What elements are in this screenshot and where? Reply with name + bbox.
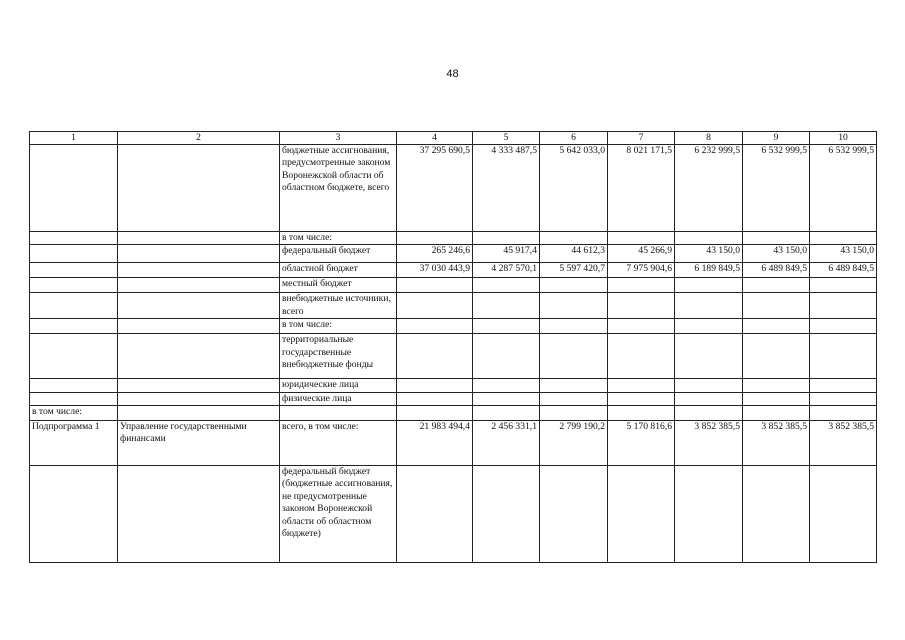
value-cell: 6 489 849,5 xyxy=(743,263,810,278)
value-cell xyxy=(608,278,675,293)
value-cell: 37 030 443,9 xyxy=(397,263,473,278)
table-row xyxy=(30,145,877,232)
value-cell xyxy=(675,334,743,379)
source-cell: всего, в том числе: xyxy=(280,421,397,466)
value-cell xyxy=(608,406,675,421)
table-row xyxy=(30,319,877,334)
value-cell xyxy=(473,293,540,319)
program-cell xyxy=(30,245,118,263)
value-cell xyxy=(473,392,540,405)
source-cell xyxy=(280,406,397,421)
source-cell: внебюджетные источники, всего xyxy=(280,293,397,319)
program-cell xyxy=(30,334,118,379)
value-cell xyxy=(810,278,877,293)
value-cell: 2 456 331,1 xyxy=(473,421,540,466)
name-cell xyxy=(118,392,280,405)
value-cell xyxy=(810,392,877,405)
program-cell: в том числе: xyxy=(30,406,118,421)
value-cell xyxy=(540,334,608,379)
name-cell xyxy=(118,406,280,421)
column-header: 1 xyxy=(30,132,118,145)
value-cell: 6 232 999,5 xyxy=(675,145,743,232)
value-cell: 45 917,4 xyxy=(473,245,540,263)
value-cell xyxy=(540,392,608,405)
page-number: 48 xyxy=(446,68,459,80)
table-row xyxy=(30,379,877,392)
value-cell: 2 799 190,2 xyxy=(540,421,608,466)
value-cell xyxy=(810,232,877,245)
name-cell xyxy=(118,379,280,392)
source-cell: физические лица xyxy=(280,392,397,405)
column-header: 9 xyxy=(743,132,810,145)
source-cell: бюджетные ассигнования, предусмотренные законом Воронежской области об областном бюджете, всего xyxy=(280,145,397,232)
source-cell: в том числе: xyxy=(280,232,397,245)
value-cell xyxy=(743,293,810,319)
program-cell xyxy=(30,293,118,319)
value-cell: 265 246,6 xyxy=(397,245,473,263)
value-cell: 5 642 033,0 xyxy=(540,145,608,232)
name-cell xyxy=(118,293,280,319)
program-cell xyxy=(30,232,118,245)
value-cell xyxy=(743,319,810,334)
value-cell: 6 532 999,5 xyxy=(743,145,810,232)
table-header-row xyxy=(30,132,877,145)
value-cell xyxy=(540,379,608,392)
value-cell: 43 150,0 xyxy=(810,245,877,263)
value-cell xyxy=(397,406,473,421)
value-cell xyxy=(810,379,877,392)
program-cell xyxy=(30,278,118,293)
value-cell xyxy=(540,293,608,319)
value-cell xyxy=(397,319,473,334)
value-cell xyxy=(675,319,743,334)
value-cell xyxy=(473,278,540,293)
value-cell: 7 975 904,6 xyxy=(608,263,675,278)
value-cell xyxy=(743,334,810,379)
column-header: 2 xyxy=(118,132,280,145)
value-cell: 43 150,0 xyxy=(675,245,743,263)
program-cell xyxy=(30,379,118,392)
name-cell xyxy=(118,466,280,563)
column-header: 6 xyxy=(540,132,608,145)
name-cell xyxy=(118,319,280,334)
value-cell xyxy=(608,319,675,334)
value-cell xyxy=(608,466,675,563)
value-cell: 6 532 999,5 xyxy=(810,145,877,232)
value-cell xyxy=(608,334,675,379)
value-cell xyxy=(473,406,540,421)
value-cell: 4 287 570,1 xyxy=(473,263,540,278)
value-cell xyxy=(397,278,473,293)
value-cell: 21 983 494,4 xyxy=(397,421,473,466)
name-cell: Управление государственными финансами xyxy=(118,421,280,466)
value-cell xyxy=(743,406,810,421)
source-cell: федеральный бюджет xyxy=(280,245,397,263)
column-header: 3 xyxy=(280,132,397,145)
value-cell xyxy=(608,392,675,405)
value-cell: 3 852 385,5 xyxy=(743,421,810,466)
budget-table xyxy=(29,131,877,563)
value-cell xyxy=(675,293,743,319)
table-row xyxy=(30,421,877,466)
value-cell xyxy=(810,293,877,319)
value-cell: 5 170 816,6 xyxy=(608,421,675,466)
name-cell xyxy=(118,145,280,232)
source-cell: местный бюджет xyxy=(280,278,397,293)
value-cell: 6 489 849,5 xyxy=(810,263,877,278)
column-header: 5 xyxy=(473,132,540,145)
value-cell xyxy=(608,379,675,392)
value-cell xyxy=(397,334,473,379)
value-cell xyxy=(675,278,743,293)
value-cell xyxy=(743,379,810,392)
table-row xyxy=(30,263,877,278)
value-cell xyxy=(810,406,877,421)
name-cell xyxy=(118,278,280,293)
table-row xyxy=(30,293,877,319)
table-row xyxy=(30,406,877,421)
value-cell xyxy=(675,232,743,245)
table-row xyxy=(30,334,877,379)
value-cell xyxy=(473,466,540,563)
value-cell xyxy=(743,392,810,405)
value-cell xyxy=(810,334,877,379)
value-cell: 3 852 385,5 xyxy=(675,421,743,466)
value-cell xyxy=(675,466,743,563)
name-cell xyxy=(118,245,280,263)
value-cell xyxy=(810,466,877,563)
value-cell xyxy=(473,334,540,379)
program-cell xyxy=(30,466,118,563)
program-cell xyxy=(30,145,118,232)
table-row xyxy=(30,232,877,245)
value-cell xyxy=(540,466,608,563)
value-cell xyxy=(397,392,473,405)
value-cell: 4 333 487,5 xyxy=(473,145,540,232)
value-cell xyxy=(743,466,810,563)
table-row xyxy=(30,392,877,405)
column-header: 8 xyxy=(675,132,743,145)
value-cell xyxy=(608,293,675,319)
value-cell xyxy=(540,278,608,293)
value-cell xyxy=(473,319,540,334)
value-cell xyxy=(608,232,675,245)
value-cell xyxy=(675,406,743,421)
value-cell: 5 597 420,7 xyxy=(540,263,608,278)
value-cell: 3 852 385,5 xyxy=(810,421,877,466)
value-cell xyxy=(397,293,473,319)
table-row xyxy=(30,466,877,563)
value-cell xyxy=(540,406,608,421)
value-cell: 8 021 171,5 xyxy=(608,145,675,232)
name-cell xyxy=(118,334,280,379)
program-cell xyxy=(30,392,118,405)
table-row xyxy=(30,245,877,263)
source-cell: федеральный бюджет (бюджетные ассигнования, не предусмотренные законом Воронежской области об областном бюджете) xyxy=(280,466,397,563)
value-cell xyxy=(473,232,540,245)
value-cell xyxy=(473,379,540,392)
value-cell xyxy=(540,232,608,245)
program-cell xyxy=(30,319,118,334)
value-cell xyxy=(675,392,743,405)
value-cell: 6 189 849,5 xyxy=(675,263,743,278)
column-header: 4 xyxy=(397,132,473,145)
column-header: 10 xyxy=(810,132,877,145)
name-cell xyxy=(118,232,280,245)
value-cell xyxy=(743,278,810,293)
value-cell xyxy=(397,466,473,563)
value-cell: 37 295 690,5 xyxy=(397,145,473,232)
value-cell xyxy=(397,379,473,392)
source-cell: юридические лица xyxy=(280,379,397,392)
table-row xyxy=(30,278,877,293)
program-cell: Подпрограмма 1 xyxy=(30,421,118,466)
value-cell xyxy=(540,319,608,334)
value-cell: 44 612,3 xyxy=(540,245,608,263)
column-header: 7 xyxy=(608,132,675,145)
source-cell: территориальные государственные внебюджетные фонды xyxy=(280,334,397,379)
name-cell xyxy=(118,263,280,278)
source-cell: областной бюджет xyxy=(280,263,397,278)
value-cell xyxy=(675,379,743,392)
source-cell: в том числе: xyxy=(280,319,397,334)
program-cell xyxy=(30,263,118,278)
value-cell xyxy=(743,232,810,245)
value-cell xyxy=(397,232,473,245)
value-cell xyxy=(810,319,877,334)
value-cell: 45 266,9 xyxy=(608,245,675,263)
value-cell: 43 150,0 xyxy=(743,245,810,263)
